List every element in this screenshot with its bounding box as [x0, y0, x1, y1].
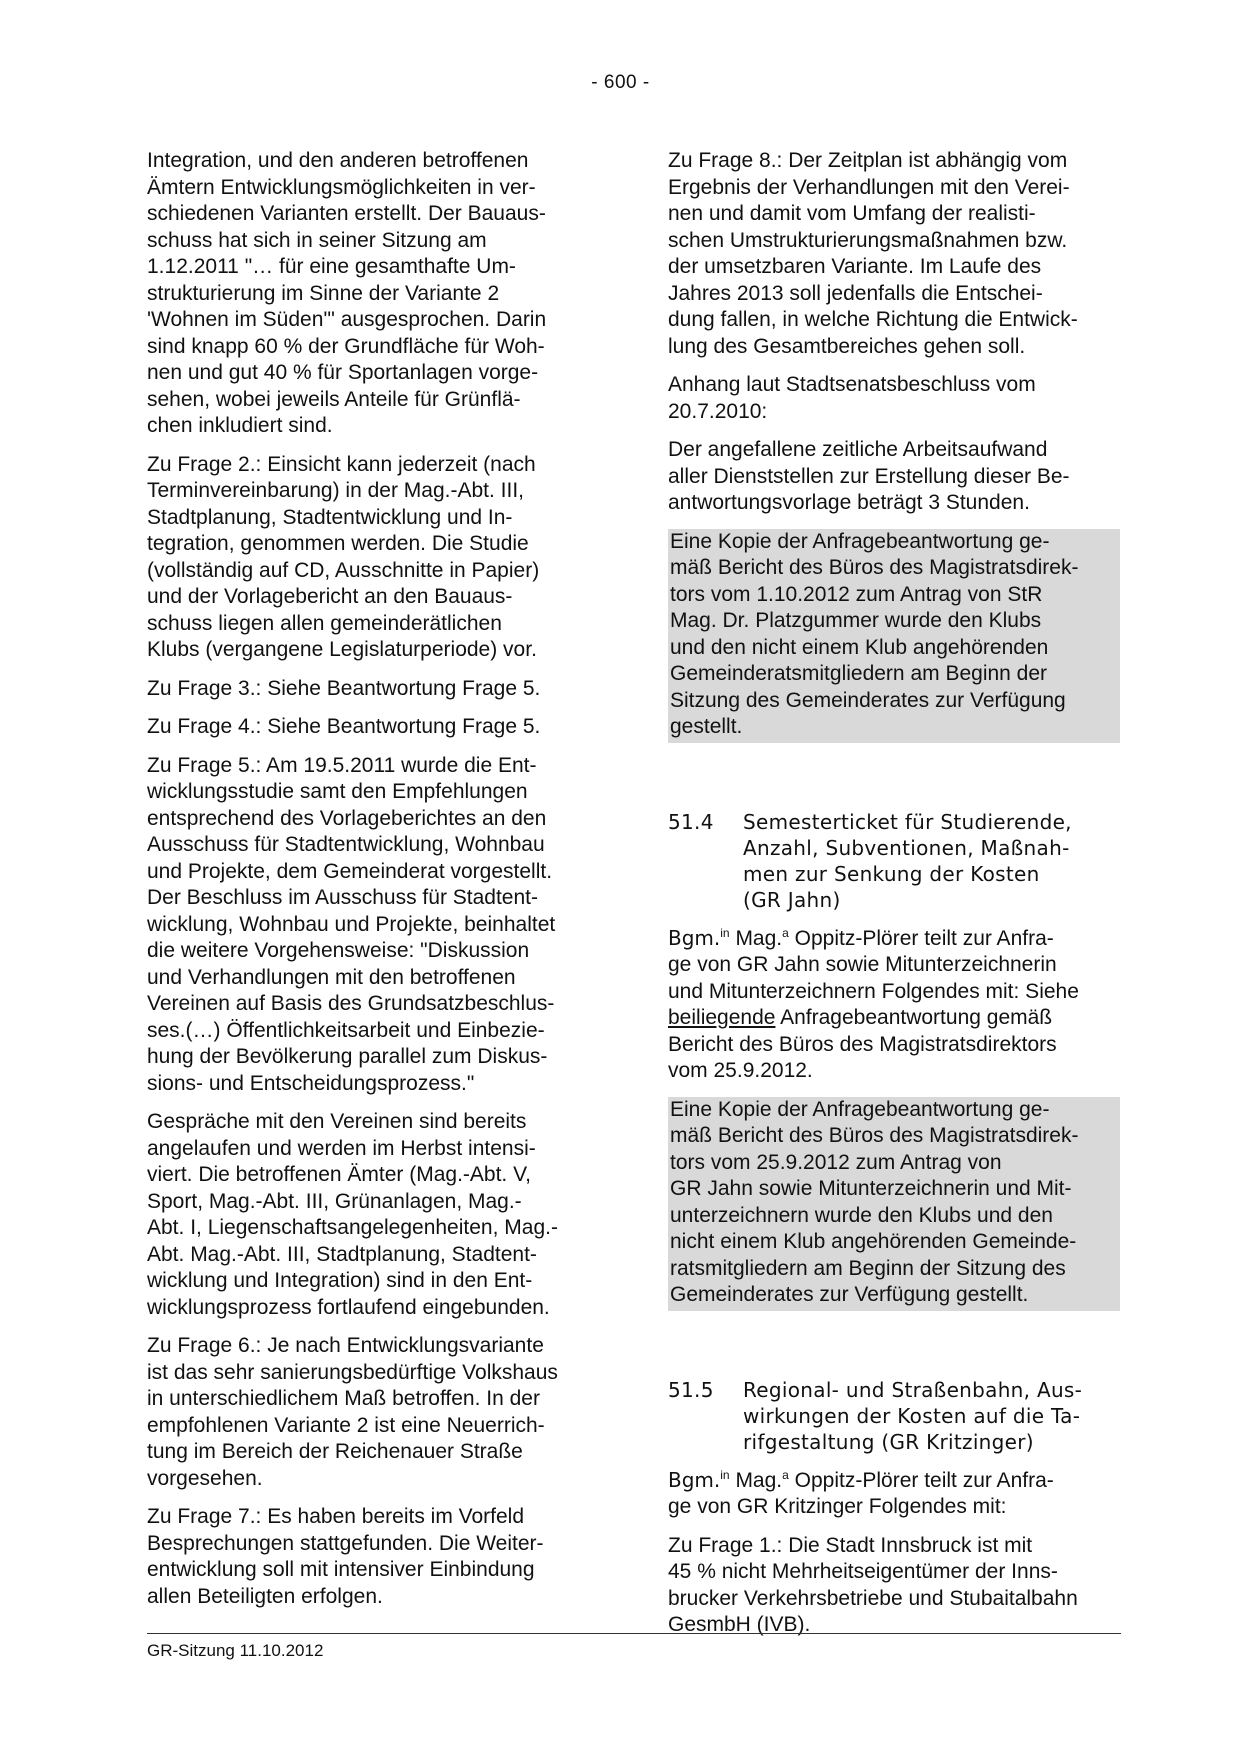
- text-line: Zu Frage 5.: Am 19.5.2011 wurde die Ent-: [147, 753, 537, 777]
- text-line: und den nicht einem Klub angehörenden: [670, 635, 1049, 659]
- text-line: men zur Senkung der Kosten: [743, 861, 1040, 886]
- paragraph-frage-6: [147, 1333, 602, 1492]
- text-line: Klubs (vergangene Legislaturperiode) vor.: [147, 638, 537, 661]
- text-line: der umsetzbaren Variante. Im Laufe des: [668, 255, 1042, 278]
- section-title: [743, 1377, 1120, 1455]
- text-line: Der angefallene zeitliche Arbeitsaufwand: [668, 438, 1048, 461]
- highlight-box-copy-note: [668, 529, 1120, 743]
- text-line: Ausschuss für Stadtentwicklung, Wohnbau: [147, 833, 545, 856]
- text-line: Bericht des Büros des Magistratsdirektors: [668, 1032, 1057, 1056]
- text-line: tors vom 25.9.2012 zum Antrag von: [670, 1150, 1002, 1174]
- paragraph-frage-8: [668, 148, 1120, 360]
- text-line: ses.(…) Öffentlichkeitsarbeit und Einbezie-: [147, 1018, 545, 1042]
- paragraph: [147, 1109, 602, 1321]
- text-line: Semesterticket für Studierende,: [743, 809, 1072, 834]
- text-line: Sitzung des Gemeinderates zur Verfügung: [670, 688, 1066, 712]
- paragraph-frage-4: [147, 714, 602, 741]
- text-line: Mag. Dr. Platzgummer wurde den Klubs: [670, 609, 1042, 632]
- text-line: strukturierung im Sinne der Variante 2: [147, 281, 500, 305]
- text-line: Sport, Mag.-Abt. III, Grünanlagen, Mag.-: [147, 1189, 522, 1213]
- text-line: angelaufen und werden im Herbst intensi-: [147, 1136, 536, 1160]
- paragraph-frage-5: [147, 753, 602, 1098]
- bgm-abbrev: Bgm.: [668, 1467, 721, 1492]
- section-title: [743, 809, 1120, 913]
- text-line: Zu Frage 3.: Siehe Beantwortung Frage 5.: [147, 676, 541, 700]
- text-line: tung im Bereich der Reichenauer Straße: [147, 1440, 523, 1463]
- text-line: schuss liegen allen gemeinderätlichen: [147, 611, 502, 635]
- text-line: Vereinen auf Basis des Grundsatzbeschlus-: [147, 992, 555, 1015]
- text-line: chen inkludiert sind.: [147, 414, 333, 437]
- text-lines: [668, 952, 1120, 1005]
- section-number: 51.4: [668, 809, 714, 834]
- text-line: (vollständig auf CD, Ausschnitte in Papier): [147, 558, 540, 582]
- text-line: schuss hat sich in seiner Sitzung am: [147, 228, 487, 252]
- paragraph-bgm-statement: [668, 1467, 1120, 1521]
- text-line: Integration, und den anderen betroffenen: [147, 149, 529, 172]
- text-line: hung der Bevölkerung parallel zum Diskus-: [147, 1045, 548, 1068]
- footer-text: GR-Sitzung 11.10.2012: [147, 1641, 324, 1660]
- text-line: nicht einem Klub angehörenden Gemeinde-: [670, 1230, 1077, 1253]
- superscript: in: [720, 925, 730, 940]
- left-column: [147, 148, 602, 1622]
- text-line: aller Dienststellen zur Erstellung dieser Be-: [668, 464, 1070, 488]
- text-line: rifgestaltung (GR Kritzinger): [743, 1429, 1034, 1454]
- text-line: Zu Frage 1.: Die Stadt Innsbruck ist mit: [668, 1533, 1033, 1557]
- text-line: wirkungen der Kosten auf die Ta-: [743, 1403, 1081, 1428]
- text-line: brucker Verkehrsbetriebe und Stubaitalbahn: [668, 1586, 1078, 1610]
- text-line: wicklung und Integration) sind in den Ent-: [147, 1269, 533, 1292]
- paragraph: [147, 148, 602, 440]
- text-line: mäß Bericht des Büros des Magistratsdirek-: [670, 1124, 1079, 1147]
- text-line: nen und gut 40 % für Sportanlagen vorge-: [147, 361, 539, 384]
- text-line: vorgesehen.: [147, 1466, 263, 1490]
- mag-abbrev: Mag.: [729, 1468, 783, 1492]
- paragraph-arbeitsaufwand: [668, 437, 1120, 517]
- text-line: tegration, genommen werden. Die Studie: [147, 532, 529, 555]
- text-line: Abt. Mag.-Abt. III, Stadtplanung, Stadtent-: [147, 1242, 537, 1266]
- paragraph-frage-7: [147, 1504, 602, 1610]
- paragraph-bgm-statement: [668, 925, 1120, 1085]
- superscript: a: [782, 1467, 789, 1482]
- text-line: 20.7.2010:: [668, 399, 768, 423]
- text-line: wicklungsprozess fortlaufend eingebunden.: [147, 1295, 550, 1319]
- text-line: in unterschiedlichem Maß betroffen. In der: [147, 1387, 540, 1410]
- text-line: Anhang laut Stadtsenatsbeschluss vom: [668, 373, 1036, 396]
- text-line: Jahres 2013 soll jedenfalls die Entschei-: [668, 281, 1043, 305]
- right-column: [668, 148, 1120, 1651]
- highlight-box-copy-note: [668, 1097, 1120, 1311]
- text-line: sehen, wobei jeweils Anteile für Grünflä-: [147, 387, 521, 411]
- text-line: Ämtern Entwicklungsmöglichkeiten in ver-: [147, 175, 536, 199]
- text-line: die weitere Vorgehensweise: "Diskussion: [147, 939, 530, 962]
- text-line: und der Vorlagebericht an den Bauaus-: [147, 585, 513, 608]
- text-line: Gespräche mit den Vereinen sind bereits: [147, 1110, 527, 1133]
- superscript: in: [720, 1467, 730, 1482]
- text-line: entsprechend des Vorlageberichtes an den: [147, 806, 547, 830]
- text-line: ist das sehr sanierungsbedürftige Volkshaus: [147, 1360, 558, 1384]
- text-line: wicklung, Wohnbau und Projekte, beinhaltet: [147, 912, 556, 936]
- text-line: ge von GR Kritzinger Folgendes mit:: [668, 1495, 1007, 1518]
- paragraph-frage-3: [147, 676, 602, 703]
- text-line: (GR Jahn): [743, 887, 841, 912]
- text-line: 45 % nicht Mehrheitseigentümer der Inns-: [668, 1560, 1058, 1583]
- text-line: Abt. I, Liegenschaftsangelegenheiten, Mag.-: [147, 1216, 558, 1239]
- text-line: 1.12.2011 "… für eine gesamthafte Um-: [147, 255, 516, 278]
- text-line: Eine Kopie der Anfragebeantwortung ge-: [670, 1097, 1050, 1121]
- section-number: 51.5: [668, 1377, 714, 1402]
- text-line: Stadtplanung, Stadtentwicklung und In-: [147, 505, 513, 529]
- text-line: sind knapp 60 % der Grundfläche für Woh-: [147, 334, 545, 358]
- text-line: mäß Bericht des Büros des Magistratsdirek-: [670, 556, 1079, 579]
- superscript: a: [782, 925, 789, 940]
- text-line: Besprechungen stattgefunden. Die Weiter-: [147, 1531, 544, 1555]
- beiliegende-link[interactable]: beiliegende: [668, 1006, 776, 1029]
- text-line: Zu Frage 2.: Einsicht kann jederzeit (nach: [147, 452, 536, 476]
- text-line: Eine Kopie der Anfragebeantwortung ge-: [670, 529, 1050, 553]
- text-line: schen Umstrukturierungsmaßnahmen bzw.: [668, 228, 1068, 252]
- text-line: wicklungsstudie samt den Empfehlungen: [147, 780, 528, 803]
- paragraph-frage-1: [668, 1533, 1120, 1639]
- text-lines: [668, 1494, 1120, 1521]
- text-line: 'Wohnen im Süden'" ausgesprochen. Darin: [147, 308, 547, 331]
- text-line: Zu Frage 6.: Je nach Entwicklungsvariante: [147, 1334, 544, 1357]
- text-line: und Projekte, dem Gemeinderat vorgestellt.: [147, 859, 553, 883]
- text-line: vom 25.9.2012.: [668, 1059, 813, 1082]
- text-line: Der Beschluss im Ausschuss für Stadtent-: [147, 886, 538, 909]
- section-heading-51-4: [668, 809, 1120, 913]
- text-line: Zu Frage 8.: Der Zeitplan ist abhängig vom: [668, 149, 1068, 172]
- text-line: Gemeinderates zur Verfügung gestellt.: [670, 1283, 1029, 1306]
- text-line: Zu Frage 4.: Siehe Beantwortung Frage 5.: [147, 715, 541, 738]
- text-line: lung des Gesamtbereiches gehen soll.: [668, 334, 1026, 358]
- text-line: nen und damit vom Umfang der realisti-: [668, 202, 1036, 225]
- text-line: allen Beteiligten erfolgen.: [147, 1584, 383, 1608]
- text-line: empfohlenen Variante 2 ist eine Neuerrich-: [147, 1413, 545, 1437]
- text-line: viert. Die betroffenen Ämter (Mag.-Abt. V,: [147, 1163, 532, 1186]
- text-line: und Verhandlungen mit den betroffenen: [147, 965, 516, 989]
- text-line: tors vom 1.10.2012 zum Antrag von StR: [670, 582, 1043, 606]
- text-lines: [668, 1032, 1120, 1085]
- text-line: Zu Frage 7.: Es haben bereits im Vorfeld: [147, 1505, 525, 1528]
- text-line: dung fallen, in welche Richtung die Entwick-: [668, 308, 1078, 331]
- text-line: Regional- und Straßenbahn, Aus-: [743, 1377, 1083, 1402]
- page-number: - 600 -: [591, 72, 650, 93]
- text-line: antwortungsvorlage beträgt 3 Stunden.: [668, 491, 1030, 514]
- text-line: Terminvereinbarung) in der Mag.-Abt. III,: [147, 479, 524, 502]
- text-line: GR Jahn sowie Mitunterzeichnerin und Mit-: [670, 1177, 1072, 1200]
- paragraph-frage-2: [147, 452, 602, 664]
- text-line: Ergebnis der Verhandlungen mit den Verei-: [668, 175, 1070, 199]
- text-line: GesmbH (IVB).: [668, 1613, 811, 1636]
- mag-abbrev: Mag.: [729, 926, 783, 950]
- text-line: ge von GR Jahn sowie Mitunterzeichnerin: [668, 953, 1057, 976]
- text-run: Oppitz-Plörer teilt zur Anfra-: [788, 926, 1054, 950]
- bgm-abbrev: Bgm.: [668, 925, 721, 950]
- text-line: ratsmitgliedern am Beginn der Sitzung des: [670, 1256, 1066, 1280]
- text-line: und Mitunterzeichnern Folgendes mit: Siehe: [668, 979, 1079, 1003]
- text-line: unterzeichnern wurde den Klubs und den: [670, 1203, 1053, 1227]
- paragraph-anhang: [668, 372, 1120, 425]
- text-line: entwicklung soll mit intensiver Einbindung: [147, 1558, 535, 1581]
- text-line: Anzahl, Subventionen, Maßnah-: [743, 835, 1070, 860]
- text-line: sions- und Entscheidungsprozess.": [147, 1071, 475, 1095]
- text-line: Gemeinderatsmitgliedern am Beginn der: [670, 662, 1048, 685]
- footer-divider: [147, 1633, 1121, 1634]
- section-heading-51-5: [668, 1377, 1120, 1455]
- text-run: Oppitz-Plörer teilt zur Anfra-: [788, 1468, 1054, 1492]
- text-line: gestellt.: [670, 715, 743, 738]
- text-line: schiedenen Varianten erstellt. Der Bauaus-: [147, 202, 546, 225]
- text-run: Anfragebeantwortung gemäß: [775, 1006, 1053, 1029]
